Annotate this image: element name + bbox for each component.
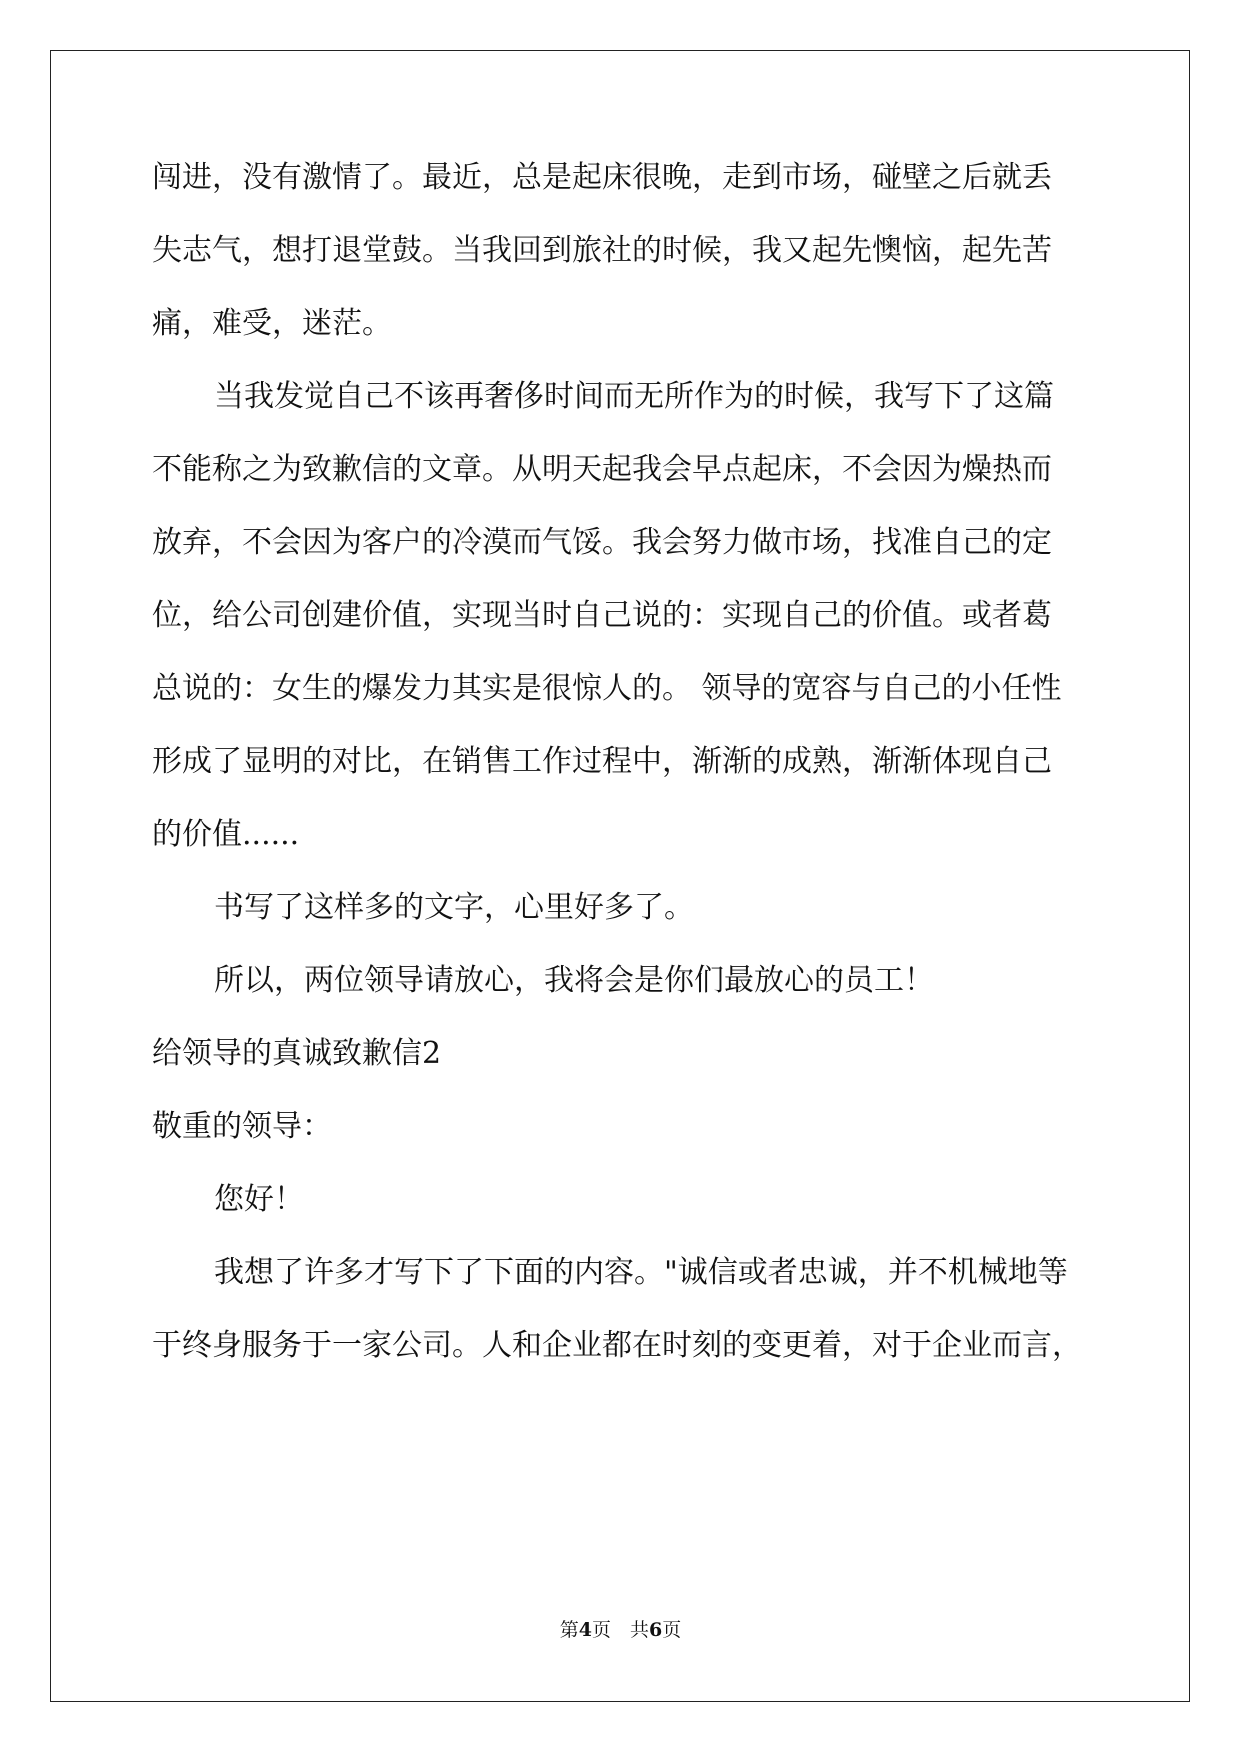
section-title: 给领导的真诚致歉信2 xyxy=(152,1036,442,1071)
footer-suffix: 页 xyxy=(662,1619,682,1641)
text-line: 于终身服务于一家公司。人和企业都在时刻的变更着，对于企业而言， xyxy=(152,1328,1082,1363)
page-footer xyxy=(0,1618,1241,1642)
text-line: 总说的：女生的爆发力其实是很惊人的。 领导的宽容与自己的小任性 xyxy=(152,671,1062,706)
text-line: 的价值...... xyxy=(152,817,300,852)
text-line: 放弃，不会因为客户的冷漠而气馁。我会努力做市场，找准自己的定 xyxy=(152,525,1052,560)
text-line: 闯进，没有激情了。最近，总是起床很晚，走到市场，碰壁之后就丢 xyxy=(152,160,1052,195)
text-line: 痛，难受，迷茫。 xyxy=(152,306,392,341)
footer-mid: 页 共 xyxy=(591,1619,649,1641)
text-line: 位，给公司创建价值，实现当时自己说的：实现自己的价值。或者葛 xyxy=(152,598,1052,633)
paragraph-first-line: 当我发觉自己不该再奢侈时间而无所作为的时候，我写下了这篇 xyxy=(214,379,1054,414)
text-line: 不能称之为致歉信的文章。从明天起我会早点起床，不会因为燥热而 xyxy=(152,452,1052,487)
paragraph-first-line: 所以，两位领导请放心，我将会是你们最放心的员工！ xyxy=(214,963,934,998)
paragraph-first-line: 书写了这样多的文字，心里好多了。 xyxy=(214,890,694,925)
paragraph-first-line: 我想了许多才写下了下面的内容。"诚信或者忠诚，并不机械地等 xyxy=(214,1255,1068,1290)
total-pages-number: 6 xyxy=(649,1619,663,1641)
greeting: 您好！ xyxy=(214,1182,304,1217)
salutation: 敬重的领导： xyxy=(152,1109,332,1144)
text-line: 失志气，想打退堂鼓。当我回到旅社的时候，我又起先懊恼，起先苦 xyxy=(152,233,1052,268)
text-line: 形成了显明的对比，在销售工作过程中，渐渐的成熟，渐渐体现自己 xyxy=(152,744,1052,779)
footer-prefix: 第 xyxy=(559,1619,579,1641)
page-border xyxy=(50,50,1190,1702)
current-page-number: 4 xyxy=(578,1619,592,1641)
